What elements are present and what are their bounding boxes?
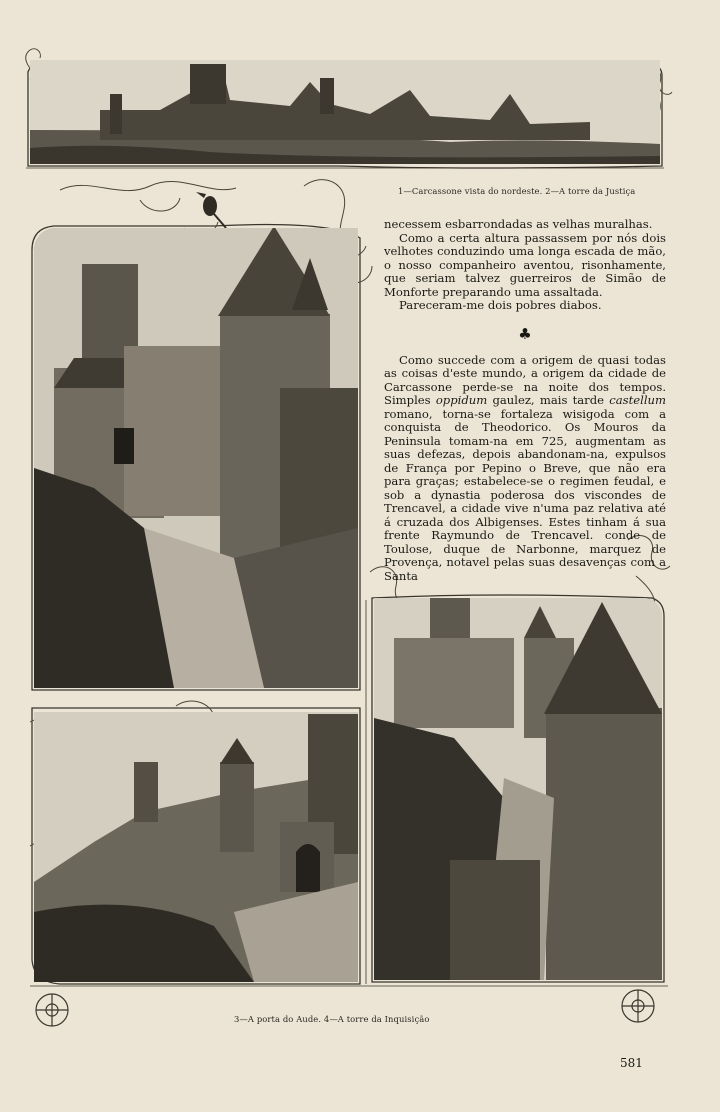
paragraph-2: Como a certa altura passassem por nós dois velhotes conduzindo uma longa escada de mão, o nosso companheiro aventou, risonhamente, que seriam talvez guerreiros de Simão de Monforte preparando uma assaltada. bbox=[384, 230, 666, 299]
italic-castellum: castellum bbox=[609, 393, 666, 407]
bird-ornament-icon bbox=[196, 192, 226, 228]
paragraph-4-part-a: Como succede com a origem de quasi todas as coisas d'este mundo, a origem da cidade de Carcassone perde-se na noite dos tempos. Simples bbox=[384, 352, 666, 407]
page-number: 581 bbox=[620, 1056, 643, 1070]
caption-top: 1—Carcassone vista do nordeste. 2—A torre da Justiça bbox=[398, 186, 636, 196]
paragraph-1: necessem esbarrondadas as velhas muralhas. bbox=[384, 217, 653, 231]
paragraph-4-part-c: romano, torna-se fortaleza wisigoda com a conquista de Theodorico. Os Mouros da Peninsula tomam-na em 725, augmentam as suas defezas, depois abandonam-na, expulsos de França por Pepino o Breve, que não era para graças; estabelece-se o regimen feudal, e sob a dynastia poderosa dos viscondes de Trencavel, a cidade vive n'uma paz relativa até á cruzada dos Albigenses. Estes tinham á sua frente Raymundo de Trencavel. conde de Toulose, duque de Narbonne, marquez de Provença, notavel pelas suas desavenças com a Santa bbox=[384, 406, 666, 583]
photo-porta-do-aude bbox=[34, 712, 358, 982]
italic-oppidum: oppidum bbox=[435, 393, 488, 407]
photo-torre-da-justica bbox=[34, 228, 358, 688]
caption-bottom: 3—A porta do Aude. 4—A torre da Inquisição bbox=[234, 1014, 430, 1024]
photo-carcassonne-panorama bbox=[30, 60, 660, 164]
article-body bbox=[384, 218, 666, 583]
paragraph-4 bbox=[384, 354, 666, 584]
photo-torre-da-inquisicao bbox=[374, 598, 662, 980]
club-ornament-icon: ♣ bbox=[518, 324, 532, 343]
paragraph-3: Pareceram-me dois pobres diabos. bbox=[399, 298, 602, 312]
paragraph-4-part-b: gaulez, mais tarde bbox=[487, 393, 610, 407]
